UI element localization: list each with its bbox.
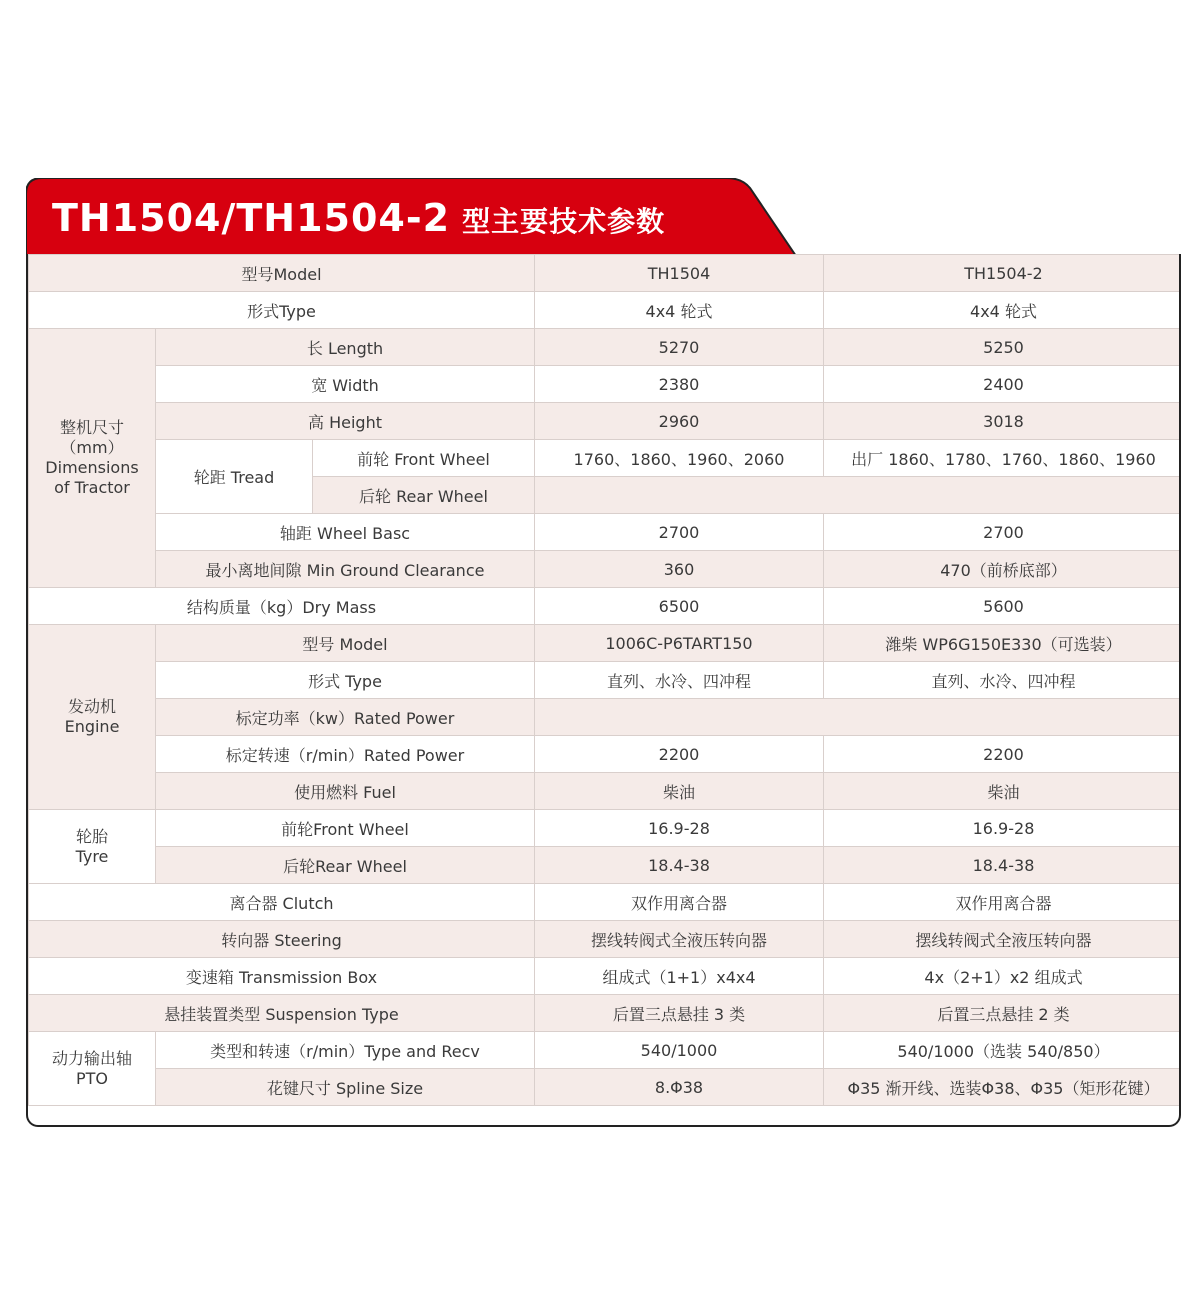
row-label: 前轮Front Wheel — [156, 810, 535, 847]
table-row — [29, 514, 1182, 551]
cell-value: 16.9-28 — [535, 810, 824, 847]
cell-value: 2960 — [535, 403, 824, 440]
cell-value: 4x4 轮式 — [535, 292, 824, 329]
cell-value: Φ35 渐开线、选装Φ38、Φ35（矩形花键） — [824, 1069, 1182, 1106]
cell-value: 出厂 1860、1780、1760、1860、1960 — [824, 440, 1182, 477]
cell-value: 2400 — [824, 366, 1182, 403]
row-label: 前轮 Front Wheel — [313, 440, 535, 477]
cell-value: 1006C-P6TART150 — [535, 625, 824, 662]
cell-value-empty — [535, 699, 1182, 736]
title-banner — [26, 178, 796, 256]
group-line: Dimensions — [45, 458, 139, 477]
table-row — [29, 625, 1182, 662]
cell-value: 18.4-38 — [535, 847, 824, 884]
cell-value: 3018 — [824, 403, 1182, 440]
table-row — [29, 921, 1182, 958]
cell-value: 540/1000（选装 540/850） — [824, 1032, 1182, 1069]
group-dimensions — [29, 329, 156, 588]
table-row — [29, 255, 1182, 292]
table-row — [29, 699, 1182, 736]
row-label: 型号 Model — [156, 625, 535, 662]
cell-value: TH1504-2 — [824, 255, 1182, 292]
cell-value: 摆线转阀式全液压转向器 — [824, 921, 1182, 958]
row-label: 轴距 Wheel Basc — [156, 514, 535, 551]
table-row — [29, 329, 1182, 366]
row-label: 离合器 Clutch — [29, 884, 535, 921]
table-row — [29, 958, 1182, 995]
group-line: 轮胎 — [75, 826, 108, 846]
cell-value: 双作用离合器 — [824, 884, 1182, 921]
cell-value: 360 — [535, 551, 824, 588]
spec-table — [28, 254, 1181, 1106]
row-label: 形式Type — [29, 292, 535, 329]
cell-value: 4x4 轮式 — [824, 292, 1182, 329]
spec-table-frame — [26, 254, 1181, 1127]
group-pto — [29, 1032, 156, 1106]
table-row — [29, 1032, 1182, 1069]
cell-value: 18.4-38 — [824, 847, 1182, 884]
cell-value: 组成式（1+1）x4x4 — [535, 958, 824, 995]
group-line: 整机尺寸 — [59, 418, 124, 437]
table-row — [29, 551, 1182, 588]
row-label: 型号Model — [29, 255, 535, 292]
cell-value: 潍柴 WP6G150E330（可选装） — [824, 625, 1182, 662]
row-label: 悬挂装置类型 Suspension Type — [29, 995, 535, 1032]
row-label: 花键尺寸 Spline Size — [156, 1069, 535, 1106]
cell-value: 双作用离合器 — [535, 884, 824, 921]
table-row — [29, 773, 1182, 810]
title-cn: 型主要技术参数 — [462, 205, 666, 238]
title-model: TH1504/TH1504-2 — [52, 196, 451, 240]
cell-value: 1760、1860、1960、2060 — [535, 440, 824, 477]
row-label: 变速箱 Transmission Box — [29, 958, 535, 995]
group-line: （mm） — [60, 438, 124, 457]
table-row — [29, 588, 1182, 625]
cell-value: 5270 — [535, 329, 824, 366]
row-label: 标定转速（r/min）Rated Power — [156, 736, 535, 773]
cell-value: 6500 — [535, 588, 824, 625]
row-label: 高 Height — [156, 403, 535, 440]
table-row — [29, 810, 1182, 847]
row-label: 使用燃料 Fuel — [156, 773, 535, 810]
cell-value: TH1504 — [535, 255, 824, 292]
table-row — [29, 440, 1182, 477]
row-label: 最小离地间隙 Min Ground Clearance — [156, 551, 535, 588]
group-engine — [29, 625, 156, 810]
row-label: 形式 Type — [156, 662, 535, 699]
cell-value: 后置三点悬挂 2 类 — [824, 995, 1182, 1032]
row-label: 类型和转速（r/min）Type and Recv — [156, 1032, 535, 1069]
cell-value: 540/1000 — [535, 1032, 824, 1069]
row-label: 结构质量（kg）Dry Mass — [29, 588, 535, 625]
table-row — [29, 1069, 1182, 1106]
cell-value: 摆线转阀式全液压转向器 — [535, 921, 824, 958]
table-row — [29, 884, 1182, 921]
cell-value: 直列、水冷、四冲程 — [535, 662, 824, 699]
group-line: Engine — [64, 717, 120, 736]
cell-value: 2700 — [824, 514, 1182, 551]
table-row — [29, 292, 1182, 329]
cell-value: 5250 — [824, 329, 1182, 366]
row-label: 后轮Rear Wheel — [156, 847, 535, 884]
table-row — [29, 403, 1182, 440]
table-row — [29, 662, 1182, 699]
cell-value-empty — [535, 477, 1182, 514]
cell-value: 2700 — [535, 514, 824, 551]
group-line: of Tractor — [54, 478, 130, 497]
row-label: 长 Length — [156, 329, 535, 366]
tread-label: 轮距 Tread — [156, 440, 313, 514]
group-tyre — [29, 810, 156, 884]
table-row — [29, 366, 1182, 403]
cell-value: 470（前桥底部） — [824, 551, 1182, 588]
cell-value: 2200 — [535, 736, 824, 773]
table-row — [29, 995, 1182, 1032]
cell-value: 直列、水冷、四冲程 — [824, 662, 1182, 699]
cell-value: 2200 — [824, 736, 1182, 773]
cell-value: 16.9-28 — [824, 810, 1182, 847]
table-row — [29, 736, 1182, 773]
cell-value: 5600 — [824, 588, 1182, 625]
cell-value: 后置三点悬挂 3 类 — [535, 995, 824, 1032]
row-label: 转向器 Steering — [29, 921, 535, 958]
cell-value: 8.Φ38 — [535, 1069, 824, 1106]
page-title — [52, 184, 665, 252]
row-label: 标定功率（kw）Rated Power — [156, 699, 535, 736]
group-line: PTO — [75, 1068, 108, 1088]
group-line: 动力输出轴 — [51, 1048, 132, 1068]
row-label: 宽 Width — [156, 366, 535, 403]
group-line: 发动机 — [67, 697, 116, 716]
group-line: Tyre — [75, 846, 109, 866]
cell-value: 2380 — [535, 366, 824, 403]
table-row — [29, 847, 1182, 884]
row-label: 后轮 Rear Wheel — [313, 477, 535, 514]
cell-value: 柴油 — [824, 773, 1182, 810]
cell-value: 柴油 — [535, 773, 824, 810]
cell-value: 4x（2+1）x2 组成式 — [824, 958, 1182, 995]
